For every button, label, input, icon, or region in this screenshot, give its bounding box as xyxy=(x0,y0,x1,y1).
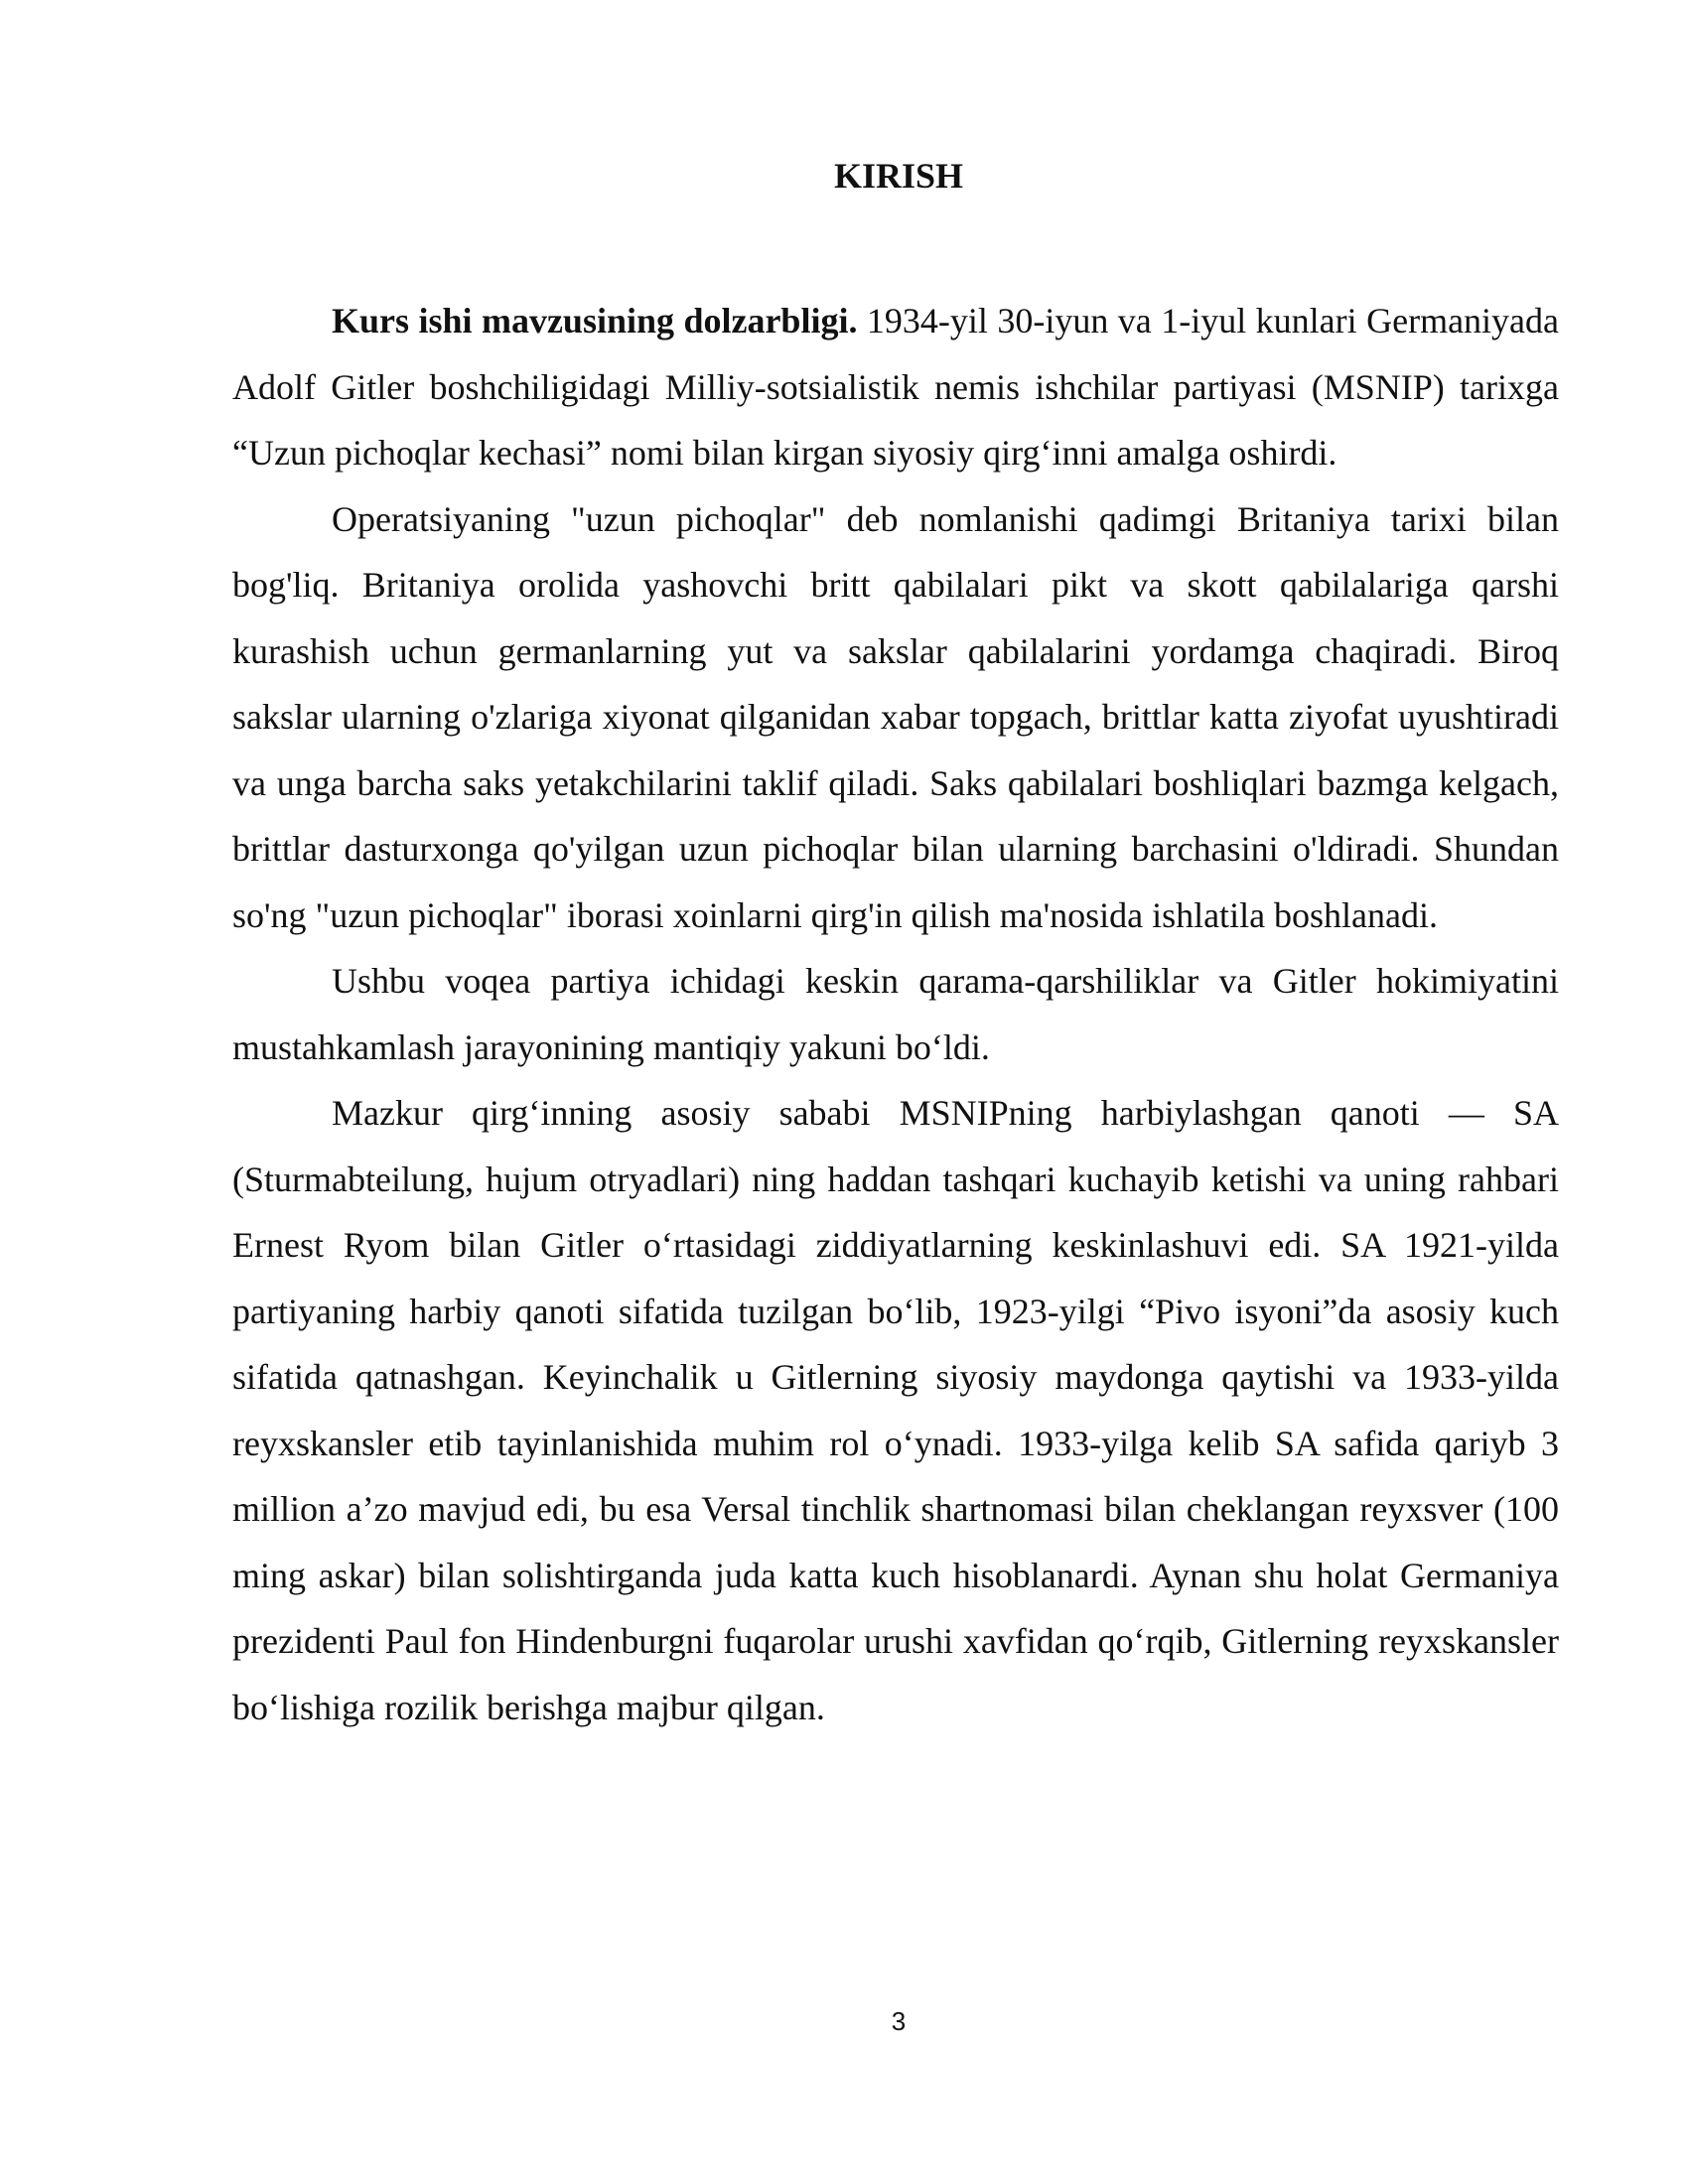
body-text xyxy=(232,288,1559,1740)
paragraph-lead: Kurs ishi mavzusining dolzarbligi. xyxy=(332,301,858,341)
paragraph-text: 1934-yil 30-iyun va 1-iyul kunlari Germaniyada Adolf Gitler boshchiligidagi Milliy-sotsialistik nemis ishchilar partiyasi (MSNIP) tarixga “Uzun pichoqlar kechasi” nomi bilan kirgan siyosiy qirg‘inni amalga oshirdi. xyxy=(232,301,1560,473)
paragraph-operation-name: Operatsiyaning "uzun pichoqlar" deb nomlanishi qadimgi Britaniya tarixi bilan bog'liq. Britaniya orolida yashovchi britt qabilalari pikt va skott qabilalariga qarshi kurashish uchun germanlarning yut va sakslar qabilalarini yordamga chaqiradi. Biroq sakslar ularning o'zlariga xiyonat qilganidan xabar topgach, brittlar katta ziyofat uyushtiradi va unga barcha saks yetakchilarini taklif qiladi. Saks qabilalari boshliqlari bazmga kelgach, brittlar dasturxonga qo'yilgan uzun pichoqlar bilan ularning barchasini o'ldiradi. Shundan so'ng "uzun pichoqlar" iborasi xoinlarni qirg'in qilish ma'nosida ishlatila boshlanadi. xyxy=(232,498,1559,935)
paragraph-party-conflict: Ushbu voqea partiya ichidagi keskin qarama-qarshiliklar va Gitler hokimiyatini mustahkamlash jarayonining mantiqiy yakuni bo‘ldi. xyxy=(232,961,1559,1067)
page-title: KIRISH xyxy=(833,156,964,196)
paragraph-main-cause: Mazkur qirg‘inning asosiy sababi MSNIPning harbiylashgan qanoti — SA (Sturmabteilung, hujum otryadlari) ning haddan tashqari kuchayib ketishi va uning rahbari Ernest Ryom bilan Gitler o‘rtasidagi ziddiyatlarning keskinlashuvi edi. SA 1921-yilda partiyaning harbiy qanoti sifatida tuzilgan bo‘lib, 1923-yilgi “Pivo isyoni”da asosiy kuch sifatida qatnashgan. Keyinchalik u Gitlerning siyosiy maydonga qaytishi va 1933-yilda reyxskansler etib tayinlanishida muhim rol o‘ynadi. 1933-yilga kelib SA safida qariyb 3 million a’zo mavjud edi, bu esa Versal tinchlik shartnomasi bilan cheklangan reyxsver (100 ming askar) bilan solishtirganda juda katta kuch hisoblanardi. Aynan shu holat Germaniya prezidenti Paul fon Hindenburgni fuqarolar urushi xavfidan qo‘rqib, Gitlerning reyxskansler bo‘lishiga rozilik berishga majbur qilgan. xyxy=(232,1093,1559,1727)
page-number: 3 xyxy=(891,2006,907,2036)
paragraph-relevance xyxy=(232,288,1559,486)
